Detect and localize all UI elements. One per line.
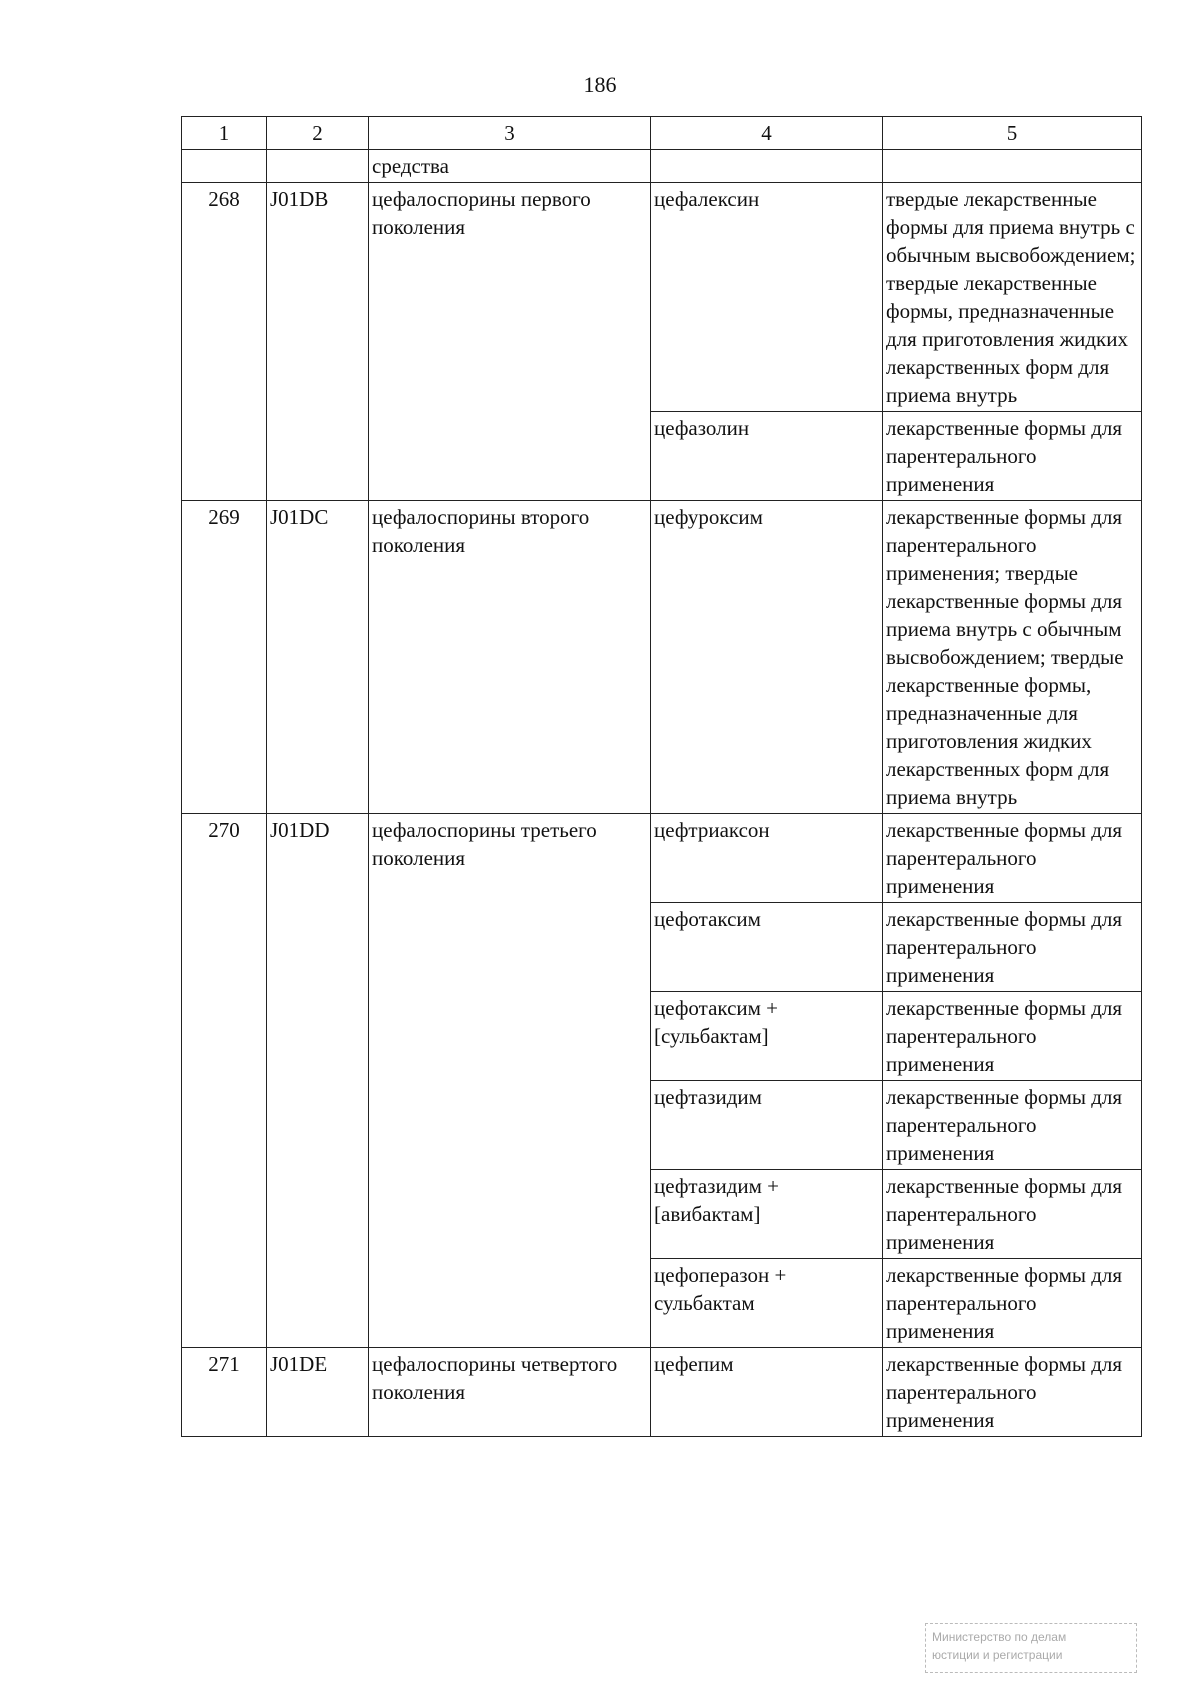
- dosage-form: лекарственные формы для парентерального применения: [883, 814, 1142, 903]
- dosage-form: лекарственные формы для парентерального применения: [883, 1170, 1142, 1259]
- dosage-form: лекарственные формы для парентерального применения: [883, 992, 1142, 1081]
- continuation-col-5: [883, 150, 1142, 183]
- group-name: цефалоспорины четвертого поколения: [369, 1348, 651, 1437]
- dosage-form: лекарственные формы для парентерального применения: [883, 1081, 1142, 1170]
- header-col-3: 3: [369, 117, 651, 150]
- stamp-line-1: Министерство по делам: [932, 1630, 1067, 1644]
- continuation-col-2: [267, 150, 369, 183]
- registration-stamp: [925, 1623, 1137, 1673]
- dosage-form: лекарственные формы для парентерального применения: [883, 903, 1142, 992]
- group-name: цефалоспорины первого поколения: [369, 183, 651, 501]
- dosage-form: лекарственные формы для парентерального применения: [883, 1348, 1142, 1437]
- atc-code: J01DE: [267, 1348, 369, 1437]
- table-header-row: [182, 117, 1142, 150]
- drug-name: цефтриаксон: [651, 814, 883, 903]
- header-col-2: 2: [267, 117, 369, 150]
- table-row: [182, 1348, 1142, 1437]
- dosage-form: лекарственные формы для парентерального применения; твердые лекарственные формы для приема внутрь с обычным высвобождением; твердые лекарственные формы, предназначенные для приготовления жидких лекарственных форм для приема внутрь: [883, 501, 1142, 814]
- continuation-group: средства: [369, 150, 651, 183]
- continuation-col-1: [182, 150, 267, 183]
- atc-code: J01DC: [267, 501, 369, 814]
- row-number: 271: [182, 1348, 267, 1437]
- dosage-form: твердые лекарственные формы для приема внутрь с обычным высвобождением; твердые лекарственные формы, предназначенные для приготовления жидких лекарственных форм для приема внутрь: [883, 183, 1142, 412]
- drug-name: цефтазидим + [авибактам]: [651, 1170, 883, 1259]
- group-name: цефалоспорины второго поколения: [369, 501, 651, 814]
- drug-name: цефуроксим: [651, 501, 883, 814]
- drug-name: цефоперазон + сульбактам: [651, 1259, 883, 1348]
- drug-name: цефотаксим + [сульбактам]: [651, 992, 883, 1081]
- table-row: [182, 183, 1142, 412]
- dosage-form: лекарственные формы для парентерального применения: [883, 1259, 1142, 1348]
- row-number: 269: [182, 501, 267, 814]
- drug-name: цефотаксим: [651, 903, 883, 992]
- drug-name: цефалексин: [651, 183, 883, 412]
- continuation-col-4: [651, 150, 883, 183]
- row-number: 268: [182, 183, 267, 501]
- stamp-line-2: юстиции и регистрации: [932, 1648, 1063, 1662]
- table-row: [182, 501, 1142, 814]
- atc-code: J01DD: [267, 814, 369, 1348]
- drug-name: цефазолин: [651, 412, 883, 501]
- group-name: цефалоспорины третьего поколения: [369, 814, 651, 1348]
- page-number: 186: [583, 72, 617, 97]
- atc-code: J01DB: [267, 183, 369, 501]
- continuation-row: [182, 150, 1142, 183]
- header-col-1: 1: [182, 117, 267, 150]
- header-col-5: 5: [883, 117, 1142, 150]
- drug-name: цефепим: [651, 1348, 883, 1437]
- header-col-4: 4: [651, 117, 883, 150]
- drug-table: [181, 116, 1142, 1437]
- table-row: [182, 814, 1142, 903]
- row-number: 270: [182, 814, 267, 1348]
- drug-name: цефтазидим: [651, 1081, 883, 1170]
- dosage-form: лекарственные формы для парентерального применения: [883, 412, 1142, 501]
